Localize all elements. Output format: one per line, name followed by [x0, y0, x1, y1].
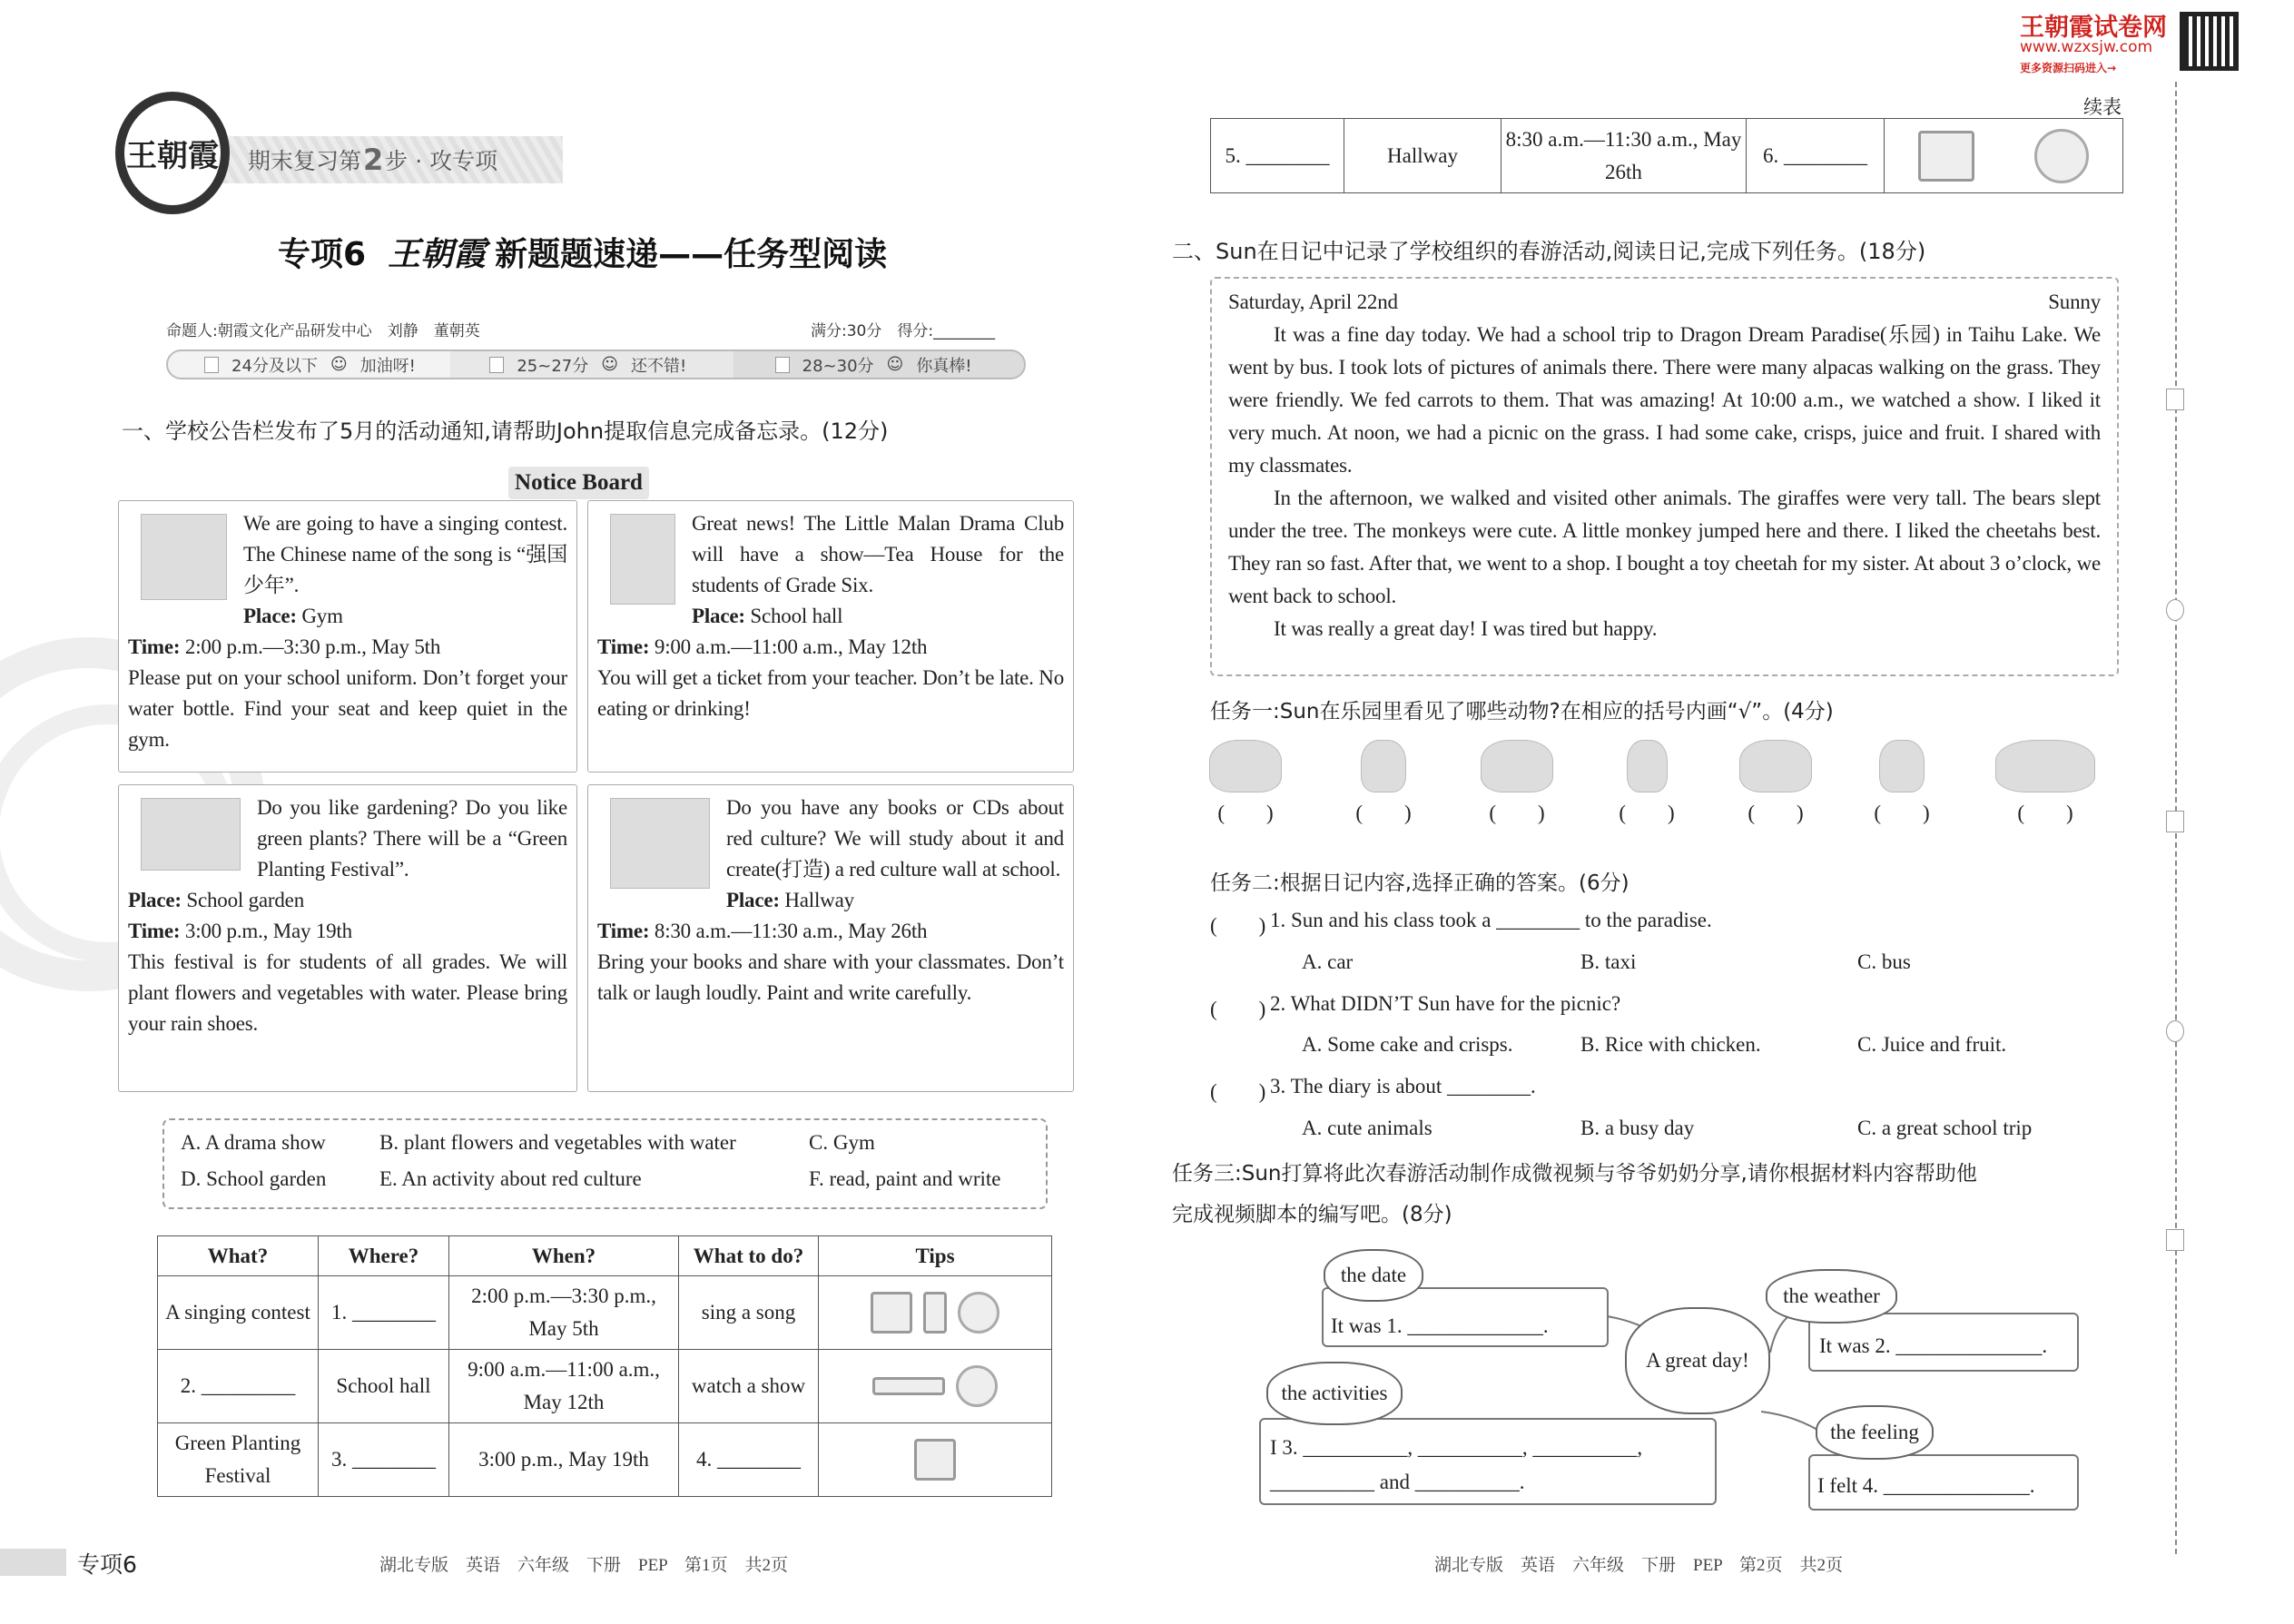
logo-text: 王朝霞: [126, 140, 219, 173]
place-label: Place:: [692, 605, 745, 627]
notice-time: 2:00 p.m.—3:30 p.m., May 5th: [180, 635, 441, 658]
answer-paren[interactable]: ( ): [1355, 802, 1412, 824]
footer-section-tag: 专项6: [77, 1551, 137, 1578]
answer-paren[interactable]: ( ): [1748, 802, 1804, 824]
song-poster-image: [141, 514, 227, 600]
time-label: Time:: [597, 920, 650, 942]
animal-bear: [1735, 740, 1816, 826]
answer-paren[interactable]: ( ): [2017, 802, 2073, 824]
banner-prefix: 期末复习第: [248, 148, 362, 174]
face-icon: ☺: [330, 355, 348, 374]
rain-shoes-icon: [914, 1439, 956, 1481]
time-label: Time:: [128, 635, 181, 658]
footer-tab-bar: [0, 1549, 66, 1576]
notice-body: You will get a ticket from your teacher. Don’t be late. No eating or drinking!: [597, 666, 1064, 720]
banner-suffix: 步 · 攻专项: [385, 148, 498, 174]
question-1: 1. Sun and his class took a ________ to the paradise.: [1270, 909, 1712, 931]
cell-when: 8:30 a.m.—11:30 a.m., May 26th: [1501, 119, 1747, 193]
authors: 命题人:朝霞文化产品研发中心 刘静 董朝英: [166, 322, 480, 340]
place-label: Place:: [128, 889, 182, 911]
answer-paren[interactable]: ( ): [1489, 802, 1545, 824]
animal-elephant: [1476, 740, 1558, 826]
score-level[interactable]: [739, 353, 1024, 377]
cell-when: 3:00 p.m., May 19th: [449, 1423, 679, 1497]
answer-blank-5[interactable]: 5. ________: [1211, 119, 1344, 193]
quiet-icon: [958, 1292, 999, 1334]
option-f: F. read, paint and write: [809, 1167, 1001, 1190]
diary-date: Saturday, April 22nd: [1228, 290, 1398, 313]
notice-place: School hall: [744, 605, 843, 627]
score-comment: 你真棒!: [916, 356, 972, 376]
title-prefix: 专项6: [278, 236, 367, 273]
cell-where: School hall: [319, 1350, 449, 1423]
notice-time: 9:00 a.m.—11:00 a.m., May 12th: [649, 635, 928, 658]
table-row: [158, 1276, 1052, 1350]
header-where: Where?: [319, 1236, 449, 1276]
score-comment: 还不错!: [630, 356, 687, 376]
center-cloud: A great day!: [1625, 1307, 1770, 1414]
title-brand: 王朝霞: [388, 235, 487, 273]
notice-place: Hallway: [779, 889, 854, 911]
answer-blank-1[interactable]: 1. ________: [319, 1276, 449, 1350]
diary-paragraph: In the afternoon, we walked and visited other animals. The giraffes were very tall. The bears slept under the tree. The monkeys were cute. A little monkey jumped here and there. I liked the cheetahs best. They ran so fast. After that, we went to a shop. I bought a toy cheetah for my sister. At about 3 o’clock, we went back to school.: [1228, 487, 2101, 607]
feeling-box: [1808, 1454, 2079, 1511]
uniform-icon: [871, 1292, 912, 1334]
memo-table-continued: [1210, 118, 2123, 193]
answer-paren[interactable]: ( ): [1210, 914, 1266, 937]
footer-page-info: 湖北专版 英语 六年级 下册 PEP 第1页 共2页: [379, 1556, 789, 1575]
bear-icon: [1739, 740, 1812, 792]
cell-todo: watch a show: [679, 1350, 819, 1423]
notice-card-drama: [587, 500, 1074, 773]
animal-tiger: [2004, 740, 2086, 826]
notice-body: Please put on your school uniform. Don’t forget your water bottle. Find your seat and keep quiet in the gym.: [128, 666, 567, 751]
notice-board: [118, 500, 1074, 1092]
cell-tips: [819, 1423, 1052, 1497]
notice-body: Bring your books and share with your classmates. Don’t talk or laugh loudly. Paint and write carefully.: [597, 950, 1064, 1004]
water-bottle-icon: [923, 1292, 947, 1334]
notice-body: This festival is for students of all grades. We will plant flowers and vegetables with water. Please bring your rain shoes.: [128, 950, 567, 1035]
score-range: 28~30分: [802, 356, 874, 376]
option-a: A. A drama show: [181, 1131, 326, 1154]
table-row: [1211, 119, 2123, 193]
diary-paragraph: It was really a great day! I was tired but happy.: [1274, 617, 1658, 640]
cell-what: Green Planting Festival: [158, 1423, 319, 1497]
score-level-bar: [166, 349, 1026, 379]
binding-marker: [2166, 599, 2184, 621]
question-2: 2. What DIDN’T Sun have for the picnic?: [1270, 992, 1621, 1015]
diary-paragraph: It was a fine day today. We had a school trip to Dragon Dream Paradise(乐园) in Taihu Lake. We went by bus. I took lots of pictures of animals there. There were many alpacas walking on the grass. They were friendly. We fed carrots to them. That was amazing! At 10:00 a.m., we watched a show. I liked it very much. At noon, we had a picnic on the grass. I had some cake, crisps, juice and fruit. I shared with my classmates.: [1228, 323, 2101, 477]
option[interactable]: C. Juice and fruit.: [1857, 1033, 2007, 1056]
option[interactable]: B. Rice with chicken.: [1580, 1033, 1761, 1056]
notice-intro: We are going to have a singing contest. The Chinese name of the song is “强国少年”.: [243, 512, 567, 596]
notice-intro: Do you have any books or CDs about red culture? We will study about it and create(打造) a red culture wall at school.: [726, 796, 1064, 881]
part1-content: [118, 500, 1074, 1497]
animal-giraffe: [1343, 740, 1424, 826]
answer-paren[interactable]: ( ): [1217, 802, 1274, 824]
feeling-cloud-label: the feeling: [1816, 1405, 1934, 1460]
section-1-heading: 一、学校公告栏发布了5月的活动通知,请帮助John提取信息完成备忘录。(12分): [122, 418, 889, 444]
notice-card-planting: [118, 784, 577, 1092]
cell-where: Hallway: [1344, 119, 1501, 193]
cell-tips: [819, 1276, 1052, 1350]
option-c: C. Gym: [809, 1131, 875, 1154]
score-level[interactable]: [453, 353, 738, 377]
giraffe-icon: [1361, 740, 1406, 792]
notice-intro: Do you like gardening? Do you like green plants? There will be a “Green Planting Festival”.: [257, 796, 567, 881]
binding-marker: [2166, 1020, 2184, 1042]
site-url: www.wzxsjw.com: [2020, 38, 2153, 56]
footer-page-info: 湖北专版 英语 六年级 下册 PEP 第2页 共2页: [1434, 1556, 1844, 1575]
section-2-heading: 二、Sun在日记中记录了学校组织的春游活动,阅读日记,完成下列任务。(18分): [1172, 239, 1926, 264]
cell-tips: [1885, 119, 2123, 193]
cell-tips: [819, 1350, 1052, 1423]
full-score: 满分:30分 得分:________: [811, 322, 996, 340]
notice-place: School garden: [181, 889, 304, 911]
date-cloud-label: the date: [1324, 1249, 1423, 1302]
header-what-to-do: What to do?: [679, 1236, 819, 1276]
binding-marker: [2166, 389, 2184, 410]
score-comment: 加油呀!: [359, 356, 416, 376]
activities-cloud-label: the activities: [1266, 1362, 1403, 1425]
option[interactable]: A. cute animals: [1302, 1117, 1433, 1139]
face-icon: ☺: [601, 355, 618, 374]
animal-monkey: [1861, 740, 1943, 826]
answer-paren[interactable]: ( ): [1619, 802, 1675, 824]
no-talking-icon: [2034, 129, 2089, 183]
option[interactable]: C. bus: [1857, 950, 1911, 973]
tea-house-book-image: [610, 514, 675, 605]
page-title: [278, 229, 887, 275]
activities-answer-line[interactable]: I 3. __________, __________, __________,: [1270, 1436, 1643, 1459]
no-eating-icon: [956, 1365, 998, 1407]
header-tips: Tips: [819, 1236, 1052, 1276]
brand-logo: [115, 92, 230, 214]
option-d: D. School garden: [181, 1167, 327, 1190]
memo-table: [157, 1235, 1052, 1497]
title-main: 新题题速递——任务型阅读: [495, 236, 888, 273]
date-answer-line[interactable]: It was 1. _____________.: [1331, 1314, 1549, 1337]
red-culture-wall-image: [610, 798, 710, 889]
weather-answer-line[interactable]: It was 2. ______________.: [1819, 1334, 2048, 1357]
answer-paren[interactable]: ( ): [1210, 1080, 1266, 1103]
ticket-icon: [872, 1377, 945, 1395]
score-range: 24分及以下: [231, 356, 318, 376]
task-3-heading: 任务三:Sun打算将此次春游活动制作成微视频与爷爷奶奶分享,请你根据材料内容帮助他: [1172, 1162, 1977, 1186]
animal-rabbit: [1205, 740, 1286, 826]
task-1-heading: 任务一:Sun在乐园里看见了哪些动物?在相应的括号内画“√”。(4分): [1210, 700, 1834, 723]
notice-place: Gym: [296, 605, 343, 627]
books-icon: [1918, 131, 1974, 182]
option[interactable]: B. a busy day: [1580, 1117, 1695, 1139]
option[interactable]: A. Some cake and crisps.: [1302, 1033, 1513, 1056]
cell-when: 2:00 p.m.—3:30 p.m., May 5th: [449, 1276, 679, 1350]
place-label: Place:: [243, 605, 297, 627]
place-label: Place:: [726, 889, 780, 911]
banner-step: 2: [363, 143, 384, 177]
option-b: B. plant flowers and vegetables with water: [379, 1131, 736, 1154]
cell-when: 9:00 a.m.—11:00 a.m., May 12th: [449, 1350, 679, 1423]
activities-box: [1259, 1418, 1717, 1505]
animal-alpaca: [1606, 740, 1688, 826]
notice-time: 3:00 p.m., May 19th: [180, 920, 352, 942]
checkbox[interactable]: [489, 357, 504, 373]
elephant-icon: [1481, 740, 1553, 792]
binding-marker: [2166, 811, 2184, 832]
tiger-icon: [1995, 740, 2095, 792]
answer-blank-4[interactable]: 4. ________: [679, 1423, 819, 1497]
continued-table-label: 续表: [2083, 96, 2122, 118]
task-2-heading: 任务二:根据日记内容,选择正确的答案。(6分): [1210, 871, 1629, 895]
answer-blank-2[interactable]: 2. _________: [158, 1350, 319, 1423]
diary-weather: Sunny: [2048, 290, 2101, 313]
time-label: Time:: [128, 920, 181, 942]
step-banner: [222, 136, 563, 183]
notice-card-singing: [118, 500, 577, 773]
option[interactable]: C. a great school trip: [1857, 1117, 2033, 1139]
site-logo-name: 王朝霞试卷网: [2020, 14, 2167, 42]
notice-card-red-culture: [587, 784, 1074, 1092]
table-row: [158, 1350, 1052, 1423]
answer-paren[interactable]: ( ): [1874, 802, 1930, 824]
score-level[interactable]: [168, 353, 453, 377]
answer-blank-3[interactable]: 3. ________: [319, 1423, 449, 1497]
monkey-icon: [1879, 740, 1925, 792]
answer-paren[interactable]: ( ): [1210, 998, 1266, 1020]
notice-time: 8:30 a.m.—11:30 a.m., May 26th: [649, 920, 928, 942]
cell-what: A singing contest: [158, 1276, 319, 1350]
plants-image: [141, 798, 241, 871]
option[interactable]: A. car: [1302, 950, 1354, 973]
option-e: E. An activity about red culture: [379, 1167, 642, 1190]
header-what: What?: [158, 1236, 319, 1276]
feeling-answer-line[interactable]: I felt 4. ______________.: [1817, 1474, 2035, 1497]
checkbox[interactable]: [775, 357, 790, 373]
face-icon: ☺: [886, 355, 904, 374]
site-hint: 更多资源扫码进入→: [2020, 62, 2117, 74]
score-range: 25~27分: [517, 356, 589, 376]
notice-intro: Great news! The Little Malan Drama Club will have a show—Tea House for the students of Grade Six.: [692, 512, 1064, 596]
table-row: [158, 1423, 1052, 1497]
diary-box: [1210, 277, 2119, 676]
rabbit-icon: [1209, 740, 1282, 792]
question-3: 3. The diary is about ________.: [1270, 1075, 1536, 1097]
time-label: Time:: [597, 635, 650, 658]
weather-cloud-label: the weather: [1766, 1269, 1897, 1324]
header-when: When?: [449, 1236, 679, 1276]
answer-blank-6[interactable]: 6. ________: [1747, 119, 1885, 193]
cell-todo: sing a song: [679, 1276, 819, 1350]
option[interactable]: B. taxi: [1580, 950, 1637, 973]
notice-board-label: Notice Board: [508, 467, 649, 499]
binding-marker: [2166, 1229, 2184, 1251]
alpaca-icon: [1627, 740, 1668, 792]
task-3-heading-cont: 完成视频脚本的编写吧。(8分): [1172, 1203, 1452, 1226]
checkbox[interactable]: [204, 357, 219, 373]
options-box: [162, 1118, 1048, 1209]
activities-answer-line-2[interactable]: __________ and __________.: [1270, 1471, 1525, 1493]
qr-code[interactable]: [2180, 12, 2239, 71]
